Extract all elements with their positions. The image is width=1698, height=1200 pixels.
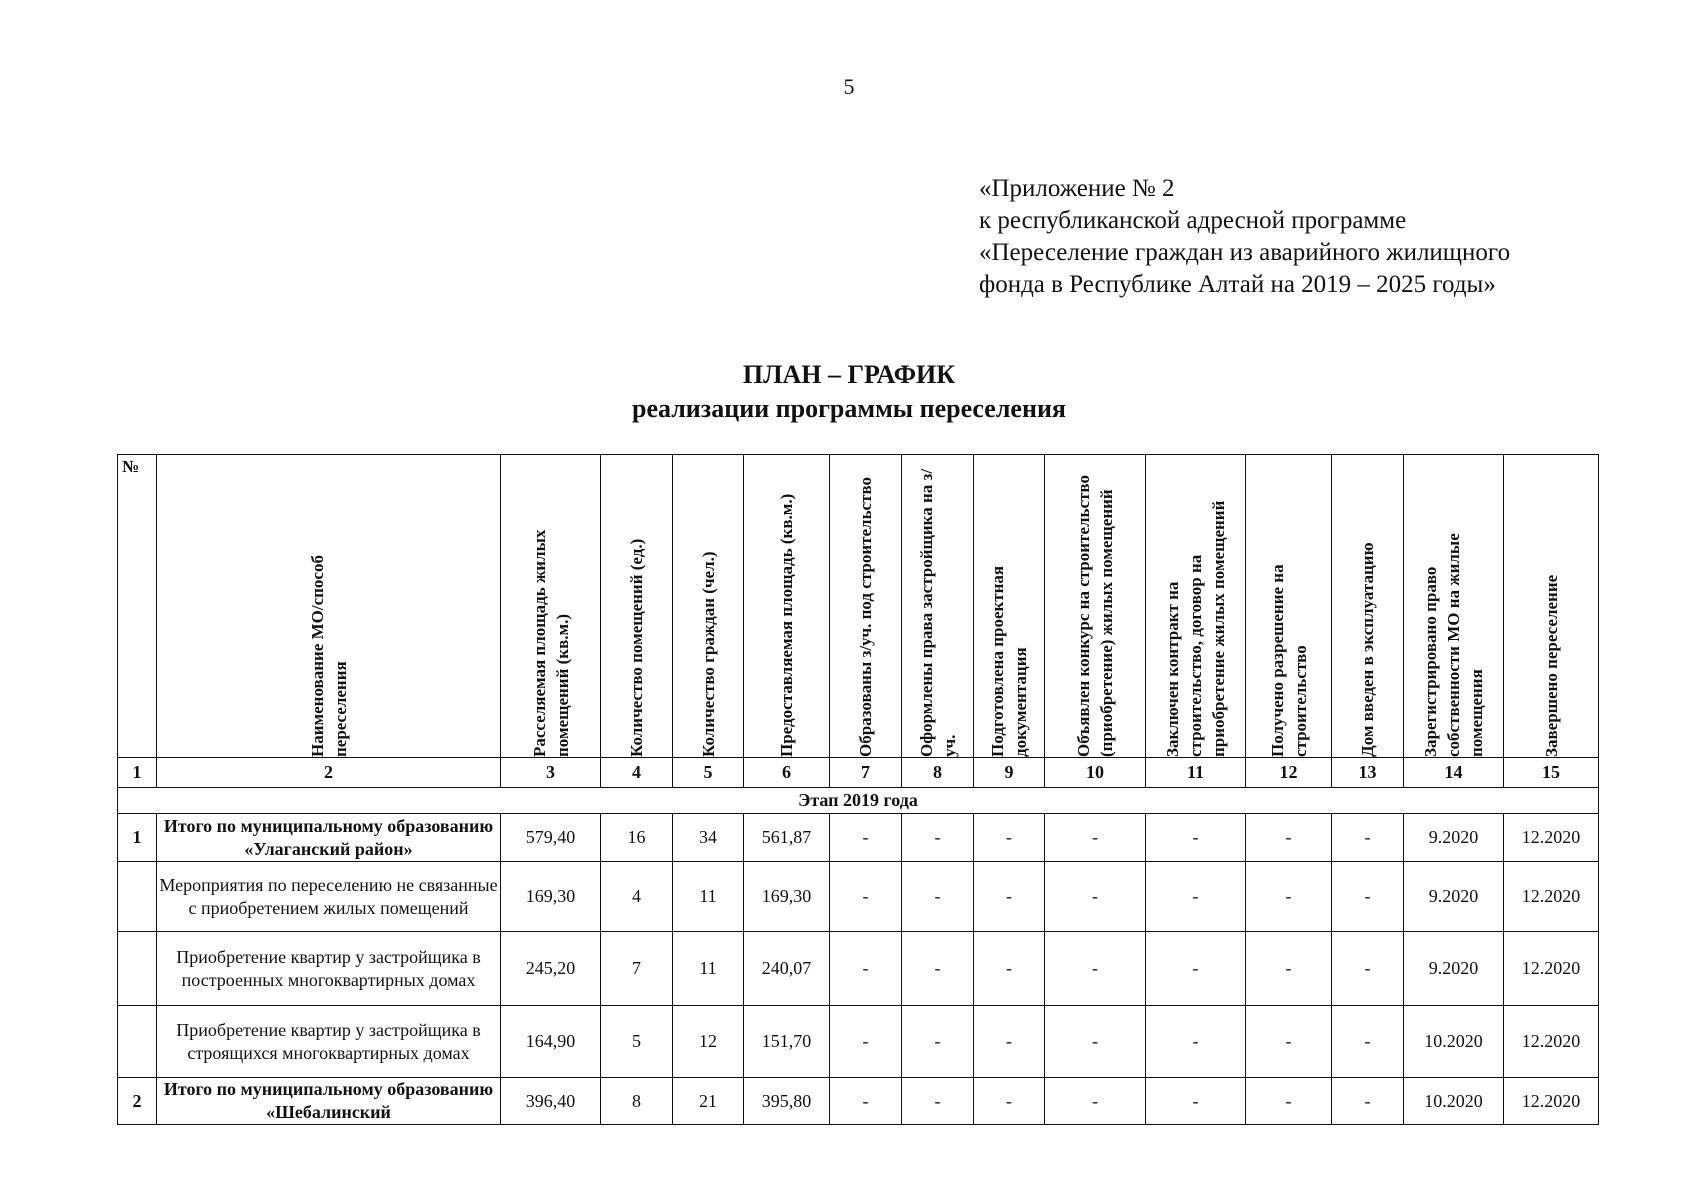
cell-contract: - <box>1146 932 1246 1006</box>
header-cell <box>1246 455 1332 758</box>
header-premises-count: Количество помещений (ед.) <box>627 538 646 757</box>
column-number: 8 <box>902 758 974 788</box>
column-number: 12 <box>1246 758 1332 788</box>
cell-citizens-count: 11 <box>673 862 744 932</box>
cell-resettled-area: 396,40 <box>501 1078 601 1125</box>
cell-permit: - <box>1246 862 1332 932</box>
column-number: 7 <box>830 758 902 788</box>
cell-ownership: 9.2020 <box>1404 814 1504 862</box>
column-number: 11 <box>1146 758 1246 788</box>
header-contract: Заключен контракт на строительство, договор на приобретение жилых помещений <box>1163 500 1228 757</box>
cell-ownership: 9.2020 <box>1404 932 1504 1006</box>
cell-project-docs: - <box>974 1006 1045 1078</box>
cell-resettled-area: 169,30 <box>501 862 601 932</box>
cell-commissioned: - <box>1332 1078 1404 1125</box>
header-cell <box>501 455 601 758</box>
cell-completed: 12.2020 <box>1504 932 1599 1006</box>
cell-contract: - <box>1146 814 1246 862</box>
header-permit: Получено разрешение на строительство <box>1267 564 1310 757</box>
cell-developer-rights: - <box>902 1078 974 1125</box>
cell-citizens-count: 11 <box>673 932 744 1006</box>
cell-land-plots: - <box>830 862 902 932</box>
cell-permit: - <box>1246 1006 1332 1078</box>
appendix-line: фонда в Республике Алтай на 2019 – 2025 годы» <box>979 271 1496 298</box>
cell-premises-count: 16 <box>601 814 673 862</box>
stage-label: Этап 2019 года <box>118 788 1599 814</box>
header-cell <box>902 455 974 758</box>
cell-provided-area: 395,80 <box>744 1078 830 1125</box>
cell-ownership: 9.2020 <box>1404 862 1504 932</box>
title-line-2: реализации программы переселения <box>631 394 1066 423</box>
cell-permit: - <box>1246 814 1332 862</box>
row-number: 1 <box>118 814 157 862</box>
column-number: 6 <box>744 758 830 788</box>
cell-land-plots: - <box>830 1078 902 1125</box>
cell-land-plots: - <box>830 932 902 1006</box>
title-line-1: ПЛАН – ГРАФИК <box>742 360 956 389</box>
row-number <box>118 932 157 1006</box>
cell-resettled-area: 164,90 <box>501 1006 601 1078</box>
column-number: 3 <box>501 758 601 788</box>
page-number: 5 <box>843 74 855 99</box>
header-cell <box>157 455 501 758</box>
row-number <box>118 862 157 932</box>
row-number: 2 <box>118 1078 157 1125</box>
appendix-note <box>979 173 1510 301</box>
cell-citizens-count: 12 <box>673 1006 744 1078</box>
cell-provided-area: 561,87 <box>744 814 830 862</box>
header-cell <box>1045 455 1146 758</box>
header-tender: Объявлен конкурс на строительство (приобретение) жилых помещений <box>1074 475 1116 757</box>
cell-completed: 12.2020 <box>1504 1078 1599 1125</box>
table-row <box>118 1078 1599 1125</box>
column-number: 1 <box>118 758 157 788</box>
column-number: 15 <box>1504 758 1599 788</box>
column-number: 2 <box>157 758 501 788</box>
cell-tender: - <box>1045 1006 1146 1078</box>
cell-provided-area: 240,07 <box>744 932 830 1006</box>
header-cell <box>744 455 830 758</box>
cell-tender: - <box>1045 862 1146 932</box>
cell-provided-area: 169,30 <box>744 862 830 932</box>
column-number: 13 <box>1332 758 1404 788</box>
header-cell <box>1332 455 1404 758</box>
header-cell <box>1404 455 1504 758</box>
header-completed: Завершено переселение <box>1541 574 1561 757</box>
cell-land-plots: - <box>830 1006 902 1078</box>
cell-tender: - <box>1045 1078 1146 1125</box>
header-cell <box>1146 455 1246 758</box>
header-name: Наименование МО/способ переселения <box>307 555 350 757</box>
cell-project-docs: - <box>974 1078 1045 1125</box>
cell-developer-rights: - <box>902 932 974 1006</box>
cell-permit: - <box>1246 932 1332 1006</box>
cell-completed: 12.2020 <box>1504 1006 1599 1078</box>
table-row <box>118 862 1599 932</box>
header-cell <box>830 455 902 758</box>
header-cell <box>974 455 1045 758</box>
cell-premises-count: 5 <box>601 1006 673 1078</box>
table-row <box>118 1006 1599 1078</box>
appendix-line: к республиканской адресной программе <box>979 207 1407 234</box>
header-resettled-area: Расселяемая площадь жилых помещений (кв.м.) <box>529 529 572 757</box>
cell-project-docs: - <box>974 814 1045 862</box>
table-row <box>118 932 1599 1006</box>
cell-commissioned: - <box>1332 862 1404 932</box>
schedule-table <box>117 454 1599 1125</box>
header-cell <box>673 455 744 758</box>
header-citizens-count: Количество граждан (чел.) <box>698 551 718 757</box>
header-provided-area: Предоставляемая площадь (кв.м.) <box>777 493 796 757</box>
header-developer-rights: Оформлены права застройщика на з/уч. <box>916 468 959 757</box>
column-number: 5 <box>673 758 744 788</box>
cell-tender: - <box>1045 932 1146 1006</box>
cell-developer-rights: - <box>902 1006 974 1078</box>
stage-row <box>118 788 1599 814</box>
cell-contract: - <box>1146 862 1246 932</box>
row-name: Приобретение квартир у застройщика в строящихся многоквартирных домах <box>157 1006 501 1078</box>
header-cell <box>601 455 673 758</box>
header-land-plots: Образованы з/уч. под строительство <box>856 476 875 757</box>
row-name: Мероприятия по переселению не связанные с приобретением жилых помещений <box>157 862 501 932</box>
cell-provided-area: 151,70 <box>744 1006 830 1078</box>
cell-completed: 12.2020 <box>1504 862 1599 932</box>
header-number: № <box>118 455 157 758</box>
row-name: Итого по муниципальному образованию «Улаганский район» <box>157 814 501 862</box>
cell-ownership: 10.2020 <box>1404 1006 1504 1078</box>
table-row <box>118 814 1599 862</box>
cell-contract: - <box>1146 1078 1246 1125</box>
cell-developer-rights: - <box>902 814 974 862</box>
cell-premises-count: 8 <box>601 1078 673 1125</box>
cell-resettled-area: 245,20 <box>501 932 601 1006</box>
cell-citizens-count: 21 <box>673 1078 744 1125</box>
cell-commissioned: - <box>1332 932 1404 1006</box>
header-commissioned: Дом введен в эксплуатацию <box>1358 542 1377 757</box>
column-number: 14 <box>1404 758 1504 788</box>
cell-ownership: 10.2020 <box>1404 1078 1504 1125</box>
cell-resettled-area: 579,40 <box>501 814 601 862</box>
document-title <box>0 358 1698 426</box>
cell-contract: - <box>1146 1006 1246 1078</box>
cell-land-plots: - <box>830 814 902 862</box>
cell-project-docs: - <box>974 862 1045 932</box>
column-number-row <box>118 758 1599 788</box>
header-row <box>118 455 1599 758</box>
column-number: 4 <box>601 758 673 788</box>
cell-developer-rights: - <box>902 862 974 932</box>
cell-commissioned: - <box>1332 814 1404 862</box>
column-number: 9 <box>974 758 1045 788</box>
row-name: Итого по муниципальному образованию «Шебалинский <box>157 1078 501 1125</box>
cell-permit: - <box>1246 1078 1332 1125</box>
header-ownership: Зарегистрировано право собственности МО на жилые помещения <box>1421 533 1486 757</box>
cell-premises-count: 4 <box>601 862 673 932</box>
header-cell <box>1504 455 1599 758</box>
cell-citizens-count: 34 <box>673 814 744 862</box>
column-number: 10 <box>1045 758 1146 788</box>
appendix-line: «Переселение граждан из аварийного жилищного <box>979 239 1511 266</box>
header-project-docs: Подготовлена проектная документация <box>988 565 1030 757</box>
row-number <box>118 1006 157 1078</box>
cell-commissioned: - <box>1332 1006 1404 1078</box>
cell-tender: - <box>1045 814 1146 862</box>
row-name: Приобретение квартир у застройщика в построенных многоквартирных домах <box>157 932 501 1006</box>
appendix-line: «Приложение № 2 <box>979 175 1175 202</box>
cell-project-docs: - <box>974 932 1045 1006</box>
cell-completed: 12.2020 <box>1504 814 1599 862</box>
cell-premises-count: 7 <box>601 932 673 1006</box>
